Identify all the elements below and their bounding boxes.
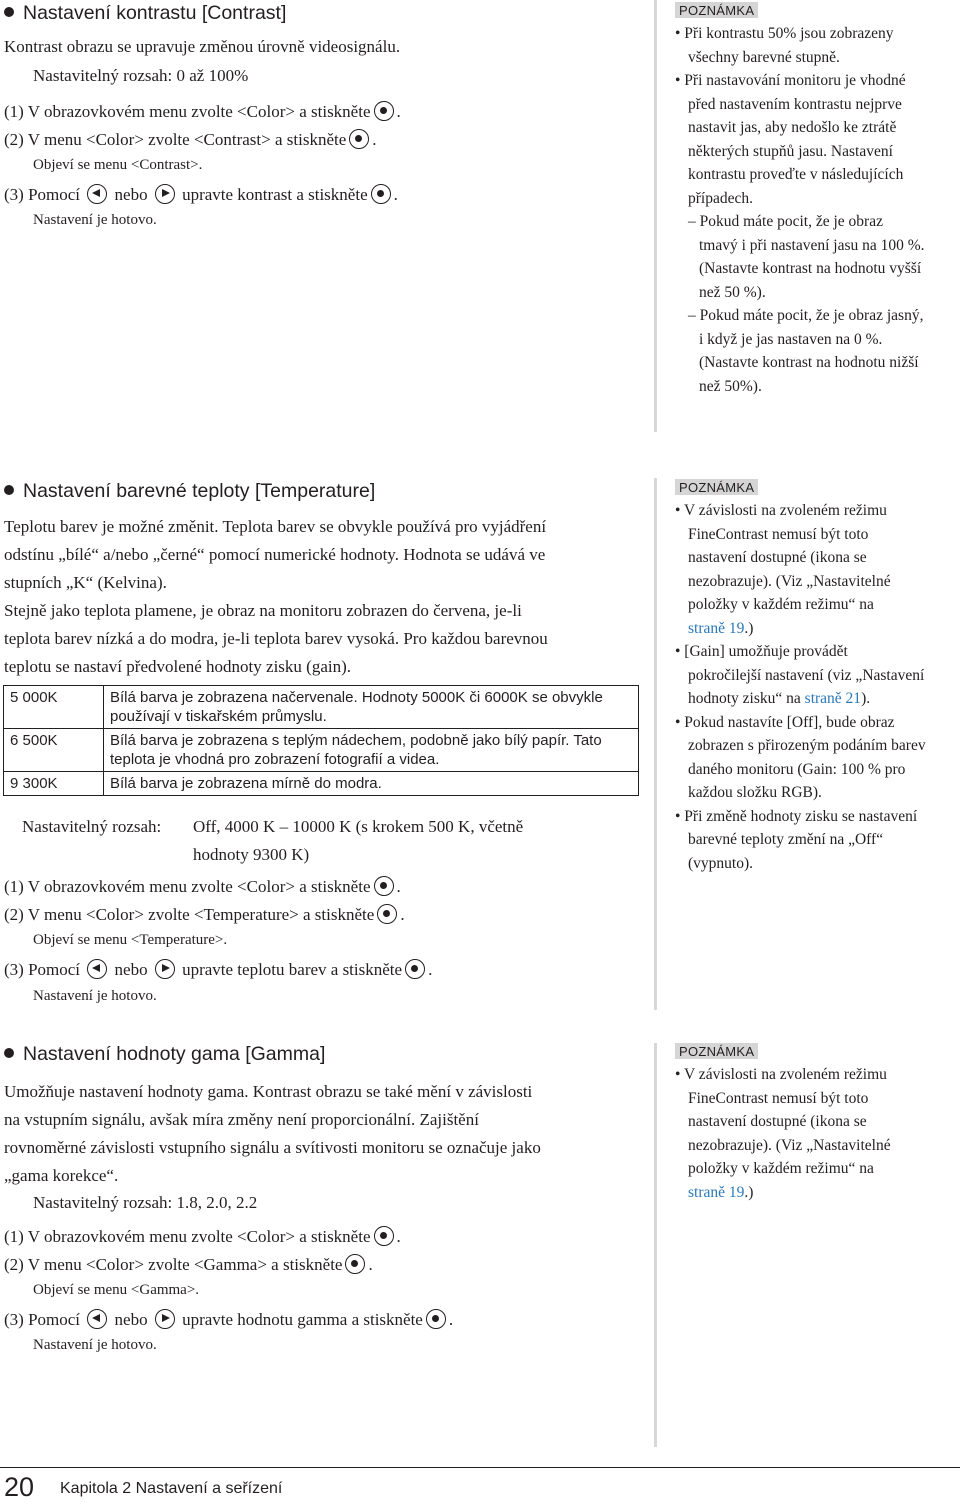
note-line: i když je jas nastaven na 0 %.: [699, 330, 883, 348]
gamma-step-3-text: (3) Pomocí: [4, 1310, 81, 1329]
gamma-step-2-text: (2) V menu <Color> zvolte <Gamma> a stiskněte: [4, 1255, 343, 1274]
contrast-heading-text: Nastavení kontrastu [Contrast]: [23, 2, 287, 24]
enter-button-icon: [374, 1226, 394, 1246]
contrast-intro: Kontrast obrazu se upravuje změnou úrovně videosignálu.: [4, 37, 401, 56]
page-21-link[interactable]: straně 21: [804, 690, 862, 707]
temperature-step-3-sub: Nastavení je hotovo.: [33, 988, 157, 1004]
temperature-step-2-text: (2) V menu <Color> zvolte <Temperature> a stiskněte: [4, 905, 375, 924]
enter-button-icon: [405, 959, 425, 979]
contrast-step-2-sub: Objeví se menu <Contrast>.: [33, 157, 203, 173]
note-line: než 50%).: [699, 377, 762, 395]
bullet-icon: [4, 1048, 14, 1058]
note-line: [675, 1181, 891, 1205]
note-line: každou složku RGB).: [688, 784, 822, 801]
table-cell-value: Bílá barva je zobrazena s teplým nádechem, podobně jako bílý papír. Tato teplota je vhodná pro zobrazení fotografií a videa.: [104, 729, 639, 772]
gamma-paragraph: [4, 1078, 541, 1190]
paragraph-line: teplotu se nastaví předvolené hodnoty zisku (gain).: [4, 657, 351, 676]
note-text: ).: [861, 690, 871, 707]
chapter-title: Kapitola 2 Nastavení a seřízení: [60, 1480, 283, 1497]
contrast-step-1-text: (1) V obrazovkovém menu zvolte <Color> a stiskněte: [4, 102, 371, 121]
right-button-icon: [155, 184, 175, 204]
enter-button-icon: [345, 1254, 365, 1274]
note-line: daného monitoru (Gain: 100 % pro: [688, 760, 906, 778]
contrast-step-2-text: (2) V menu <Color> zvolte <Contrast> a stiskněte: [4, 130, 347, 149]
paragraph-line: Stejně jako teplota plamene, je obraz na monitoru zobrazen do červena, je-li: [4, 601, 522, 620]
temperature-note: [675, 479, 926, 875]
note-text: hodnoty zisku“ na: [688, 690, 801, 707]
temperature-heading-text: Nastavení barevné teploty [Temperature]: [23, 480, 376, 502]
gamma-step-3-action: upravte hodnotu gamma a stiskněte: [182, 1310, 423, 1329]
note-text: .): [744, 619, 754, 637]
note-line: • Při změně hodnoty zisku se nastavení: [675, 807, 918, 825]
paragraph-line: teplota barev nízká a do modra, je-li teplota barev vysoká. Pro každou barevnou: [4, 629, 548, 648]
note-line: před nastavením kontrastu nejprve: [688, 95, 902, 113]
note-line: než 50 %).: [699, 283, 766, 301]
contrast-step-3-text: (3) Pomocí: [4, 185, 81, 204]
note-line: – Pokud máte pocit, že je obraz jasný,: [688, 307, 924, 324]
temperature-range-line-1: Off, 4000 K – 10000 K (s krokem 500 K, včetně: [193, 817, 524, 836]
footer-rule: [0, 1467, 960, 1468]
temperature-table: [3, 685, 639, 796]
left-button-icon: [87, 184, 107, 204]
page-19-link[interactable]: straně 19: [688, 1183, 745, 1201]
page-number: 20: [4, 1472, 35, 1502]
column-divider: [654, 1043, 657, 1447]
table-cell-value: Bílá barva je zobrazena mírně do modra.: [104, 772, 639, 796]
contrast-step-3-sub: Nastavení je hotovo.: [33, 212, 157, 228]
note-line: nastavit jas, aby nedošlo ke ztrátě: [688, 119, 897, 136]
note-line: • Při nastavování monitoru je vhodné: [675, 72, 906, 89]
enter-button-icon: [426, 1309, 446, 1329]
table-row: [4, 772, 639, 796]
temperature-step-3-text: (3) Pomocí: [4, 960, 81, 979]
table-cell-key: 9 300K: [4, 772, 104, 796]
enter-button-icon: [371, 184, 391, 204]
column-divider: [654, 478, 657, 1010]
temperature-step-1-text: (1) V obrazovkovém menu zvolte <Color> a stiskněte: [4, 877, 371, 896]
bullet-icon: [4, 7, 14, 17]
note-line: nastavení dostupné (ikona se: [688, 549, 867, 566]
temperature-heading: [4, 480, 375, 503]
enter-button-icon: [374, 101, 394, 121]
gamma-heading: [4, 1043, 325, 1066]
left-button-icon: [87, 1309, 107, 1329]
left-button-icon: [87, 959, 107, 979]
note-line: kontrastu proveďte v následujících: [688, 166, 904, 183]
paragraph-line: Teplotu barev je možné změnit. Teplota barev se obvykle používá pro vyjádření: [4, 517, 547, 536]
note-line: FineContrast nemusí být toto: [688, 525, 869, 543]
note-line: zobrazen s přirozeným podáním barev: [688, 737, 926, 754]
note-line: případech.: [688, 189, 753, 207]
note-line: tmavý i při nastavení jasu na 100 %.: [699, 236, 925, 254]
gamma-step-1: (1) V obrazovkovém menu zvolte <Color> a stiskněte .: [4, 1227, 401, 1246]
gamma-range: Nastavitelný rozsah: 1.8, 2.0, 2.2: [33, 1193, 258, 1212]
table-cell-key: 6 500K: [4, 729, 104, 772]
table-cell-key: 5 000K: [4, 686, 104, 729]
note-line: [675, 617, 926, 641]
note-line: (Nastavte kontrast na hodnotu nižší: [699, 354, 919, 371]
temperature-paragraph: [4, 513, 548, 681]
note-text: .): [744, 1183, 754, 1201]
note-line: • V závislosti na zvoleném režimu: [675, 502, 887, 519]
note-line: (Nastavte kontrast na hodnotu vyšší: [699, 260, 922, 277]
paragraph-line: rovnoměrné závislosti vstupního signálu a svítivosti monitoru se označuje jako: [4, 1138, 541, 1157]
note-line: nezobrazuje). (Viz „Nastavitelné: [688, 1136, 891, 1154]
contrast-step-3: (3) Pomocí nebo upravte kontrast a stiskněte .: [4, 185, 398, 204]
note-line: – Pokud máte pocit, že je obraz: [688, 213, 883, 230]
right-button-icon: [155, 1309, 175, 1329]
gamma-step-3-sub: Nastavení je hotovo.: [33, 1337, 157, 1353]
paragraph-line: odstínu „bílé“ a/nebo „černé“ pomocí numerické hodnoty. Hodnota se udává ve: [4, 545, 546, 564]
table-cell-value: Bílá barva je zobrazena načervenale. Hodnoty 5000K či 6000K se obvykle používají v tiskařském průmyslu.: [104, 686, 639, 729]
temperature-step-2: (2) V menu <Color> zvolte <Temperature> a stiskněte .: [4, 905, 405, 924]
note-line: některých stupňů jasu. Nastavení: [688, 142, 893, 160]
enter-button-icon: [374, 876, 394, 896]
note-line: všechny barevné stupně.: [688, 48, 840, 66]
gamma-step-1-text: (1) V obrazovkovém menu zvolte <Color> a stiskněte: [4, 1227, 371, 1246]
bullet-icon: [4, 485, 14, 495]
note-label: POZNÁMKA: [675, 2, 758, 18]
table-row: [4, 729, 639, 772]
note-label: POZNÁMKA: [675, 479, 758, 495]
note-line: nastavení dostupné (ikona se: [688, 1113, 867, 1130]
note-line: položky v každém režimu“ na: [688, 1160, 874, 1177]
paragraph-line: „gama korekce“.: [4, 1166, 119, 1185]
page-19-link[interactable]: straně 19: [688, 619, 745, 637]
note-line: • V závislosti na zvoleném režimu: [675, 1066, 887, 1083]
gamma-note-body: [675, 1063, 891, 1204]
table-row: [4, 686, 639, 729]
contrast-step-3-or: nebo: [114, 185, 148, 204]
note-line: [675, 687, 926, 711]
note-line: položky v každém režimu“ na: [688, 596, 874, 613]
note-line: barevné teploty změní na „Off“: [688, 831, 884, 848]
gamma-heading-text: Nastavení hodnoty gama [Gamma]: [23, 1043, 326, 1065]
gamma-step-3-or: nebo: [114, 1310, 148, 1329]
note-line: • [Gain] umožňuje provádět: [675, 643, 848, 660]
temperature-step-3-or: nebo: [114, 960, 148, 979]
note-line: (vypnuto).: [688, 854, 754, 872]
temperature-step-2-sub: Objeví se menu <Temperature>.: [33, 932, 228, 948]
enter-button-icon: [377, 904, 397, 924]
enter-button-icon: [349, 129, 369, 149]
temperature-step-3: (3) Pomocí nebo upravte teplotu barev a stiskněte .: [4, 960, 433, 979]
contrast-range: Nastavitelný rozsah: 0 až 100%: [33, 66, 249, 85]
gamma-note: [675, 1043, 891, 1204]
contrast-step-2: (2) V menu <Color> zvolte <Contrast> a stiskněte .: [4, 130, 377, 149]
temperature-range-line-2: hodnoty 9300 K): [193, 845, 310, 864]
temperature-note-body: [675, 499, 926, 875]
note-line: • Pokud nastavíte [Off], bude obraz: [675, 713, 895, 731]
temperature-step-3-action: upravte teplotu barev a stiskněte: [182, 960, 403, 979]
paragraph-line: stupních „K“ (Kelvina).: [4, 573, 167, 592]
contrast-heading: [4, 2, 286, 25]
note-line: FineContrast nemusí být toto: [688, 1089, 869, 1107]
paragraph-line: na vstupním signálu, avšak míra změny není proporcionální. Zajištění: [4, 1110, 479, 1129]
note-line: • Při kontrastu 50% jsou zobrazeny: [675, 25, 894, 42]
gamma-step-3: (3) Pomocí nebo upravte hodnotu gamma a stiskněte .: [4, 1310, 454, 1329]
paragraph-line: Umožňuje nastavení hodnoty gama. Kontrast obrazu se také mění v závislosti: [4, 1082, 533, 1101]
note-line: nezobrazuje). (Viz „Nastavitelné: [688, 572, 891, 590]
contrast-step-3-action: upravte kontrast a stiskněte: [182, 185, 368, 204]
right-button-icon: [155, 959, 175, 979]
gamma-step-2: (2) V menu <Color> zvolte <Gamma> a stiskněte .: [4, 1255, 373, 1274]
contrast-note-body: [675, 22, 925, 398]
contrast-note: [675, 2, 925, 398]
note-label: POZNÁMKA: [675, 1043, 758, 1059]
contrast-step-1: (1) V obrazovkovém menu zvolte <Color> a stiskněte .: [4, 102, 401, 121]
temperature-range-label: Nastavitelný rozsah:: [22, 817, 162, 836]
gamma-step-2-sub: Objeví se menu <Gamma>.: [33, 1282, 200, 1298]
note-line: pokročilejší nastavení (viz „Nastavení: [688, 666, 925, 684]
column-divider: [654, 0, 657, 432]
temperature-step-1: (1) V obrazovkovém menu zvolte <Color> a stiskněte .: [4, 877, 401, 896]
